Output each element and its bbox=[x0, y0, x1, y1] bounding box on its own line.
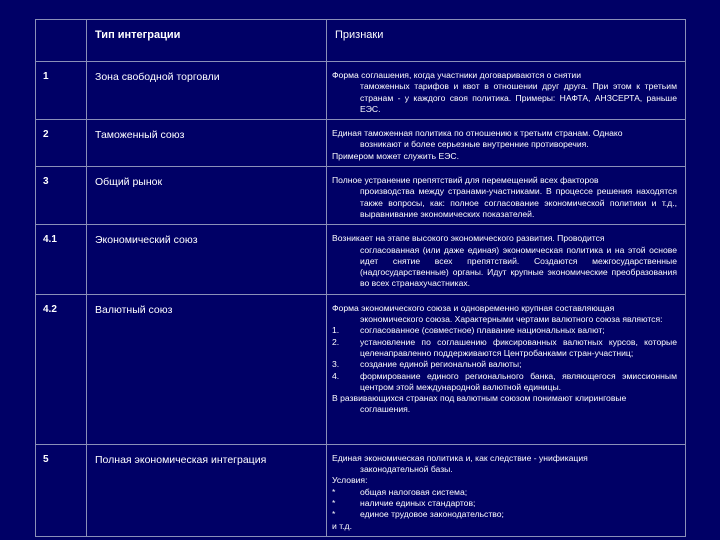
row-type: Зона свободной торговли bbox=[87, 62, 327, 120]
table-row bbox=[36, 225, 686, 294]
desc-cont: законодательной базы. bbox=[360, 464, 453, 475]
list-item bbox=[332, 337, 677, 360]
header-signs: Признаки bbox=[327, 20, 686, 62]
desc-after: В развивающихся странах под валютным союзом понимают клиринговые bbox=[332, 393, 627, 404]
desc-line: Полное устранение препятствий для перемещений всех факторов bbox=[332, 175, 599, 186]
table-row bbox=[36, 167, 686, 225]
list-text: формирование единого регионального банка, являющегося эмиссионным центром этой международной валютной единицы. bbox=[360, 370, 677, 392]
row-num: 3 bbox=[36, 167, 87, 225]
list-item bbox=[332, 498, 677, 509]
row-num: 4.1 bbox=[36, 225, 87, 294]
list-item bbox=[332, 325, 677, 336]
list-text: согласованное (совместное) плавание национальных валют; bbox=[360, 325, 605, 336]
header-type: Тип интеграции bbox=[87, 20, 327, 62]
list-marker: 1. bbox=[332, 325, 340, 336]
table-row bbox=[36, 444, 686, 536]
row-type: Полная экономическая интеграция bbox=[87, 444, 327, 536]
desc-after-cont: соглашения. bbox=[360, 404, 411, 415]
desc-end: и т.д. bbox=[332, 520, 352, 531]
list-marker: 4. bbox=[332, 370, 340, 381]
desc-line: Возникает на этапе высокого экономического развития. Проводится bbox=[332, 233, 605, 244]
list-item bbox=[332, 359, 677, 370]
list-text: общая налоговая система; bbox=[360, 486, 468, 497]
desc-cont: согласованная (или даже единая) экономическая политика и на этой основе идет снятие всех препятствий. Создаются межгосударственные (надгосударственные) органы. Идут крупные экономические преобразования во всех странахучастниках. bbox=[360, 244, 677, 289]
header-num bbox=[36, 20, 87, 62]
list-marker: 3. bbox=[332, 359, 340, 370]
table-row bbox=[36, 120, 686, 167]
list-marker: * bbox=[332, 497, 336, 508]
row-num: 5 bbox=[36, 444, 87, 536]
list-item bbox=[332, 371, 677, 394]
desc-line: Единая экономическая политика и, как следствие - унификация bbox=[332, 452, 588, 463]
row-desc bbox=[327, 294, 686, 444]
desc-line: Форма экономического союза и одновременно крупная составляющая bbox=[332, 302, 615, 313]
row-desc bbox=[327, 120, 686, 167]
row-desc bbox=[327, 225, 686, 294]
desc-cont: экономического союза. Характерными чертами валютного союза являются: bbox=[360, 314, 663, 325]
desc-cont: таможенных тарифов и квот в отношении друг друга. При этом к третьим странам - у каждого своя политика. Примеры: НАФТА, АНЗСЕРТА, раньше ЕЭС. bbox=[360, 81, 677, 114]
row-type: Таможенный союз bbox=[87, 120, 327, 167]
table-row bbox=[36, 294, 686, 444]
desc-line: Форма соглашения, когда участники договариваются о снятии bbox=[332, 70, 582, 80]
list-marker: * bbox=[332, 509, 336, 520]
row-type: Экономический союз bbox=[87, 225, 327, 294]
desc-cont: возникают и более серьезные внутренние противоречия. bbox=[360, 139, 589, 150]
desc-cont: производства между странами-участниками. В процессе решения находятся также вопросы, как: полное согласование экономической политики и т.д., выравнивание экономических показателей. bbox=[360, 186, 677, 219]
desc-after: Условия: bbox=[332, 475, 368, 486]
list-marker: * bbox=[332, 486, 336, 497]
row-type: Валютный союз bbox=[87, 294, 327, 444]
list-marker: 2. bbox=[332, 336, 340, 347]
list-item bbox=[332, 509, 677, 520]
list-text: создание единой региональной валюты; bbox=[360, 359, 522, 370]
list-text: установление по соглашению фиксированных валютных курсов, которые целенаправленно поддерживаются Центробанками стран-участниц; bbox=[360, 336, 677, 358]
integration-types-table bbox=[35, 19, 686, 537]
table-row bbox=[36, 62, 686, 120]
desc-line: Единая таможенная политика по отношению к третьим странам. Однако bbox=[332, 128, 623, 139]
row-num: 2 bbox=[36, 120, 87, 167]
row-desc bbox=[327, 62, 686, 120]
desc-after: Примером может служить ЕЭС. bbox=[332, 150, 460, 161]
list-text: единое трудовое законодательство; bbox=[360, 509, 504, 520]
list-text: наличие единых стандартов; bbox=[360, 497, 476, 508]
row-num: 1 bbox=[36, 62, 87, 120]
row-desc bbox=[327, 167, 686, 225]
row-desc bbox=[327, 444, 686, 536]
table-header-row bbox=[36, 20, 686, 62]
row-num: 4.2 bbox=[36, 294, 87, 444]
row-type: Общий рынок bbox=[87, 167, 327, 225]
list-item bbox=[332, 487, 677, 498]
